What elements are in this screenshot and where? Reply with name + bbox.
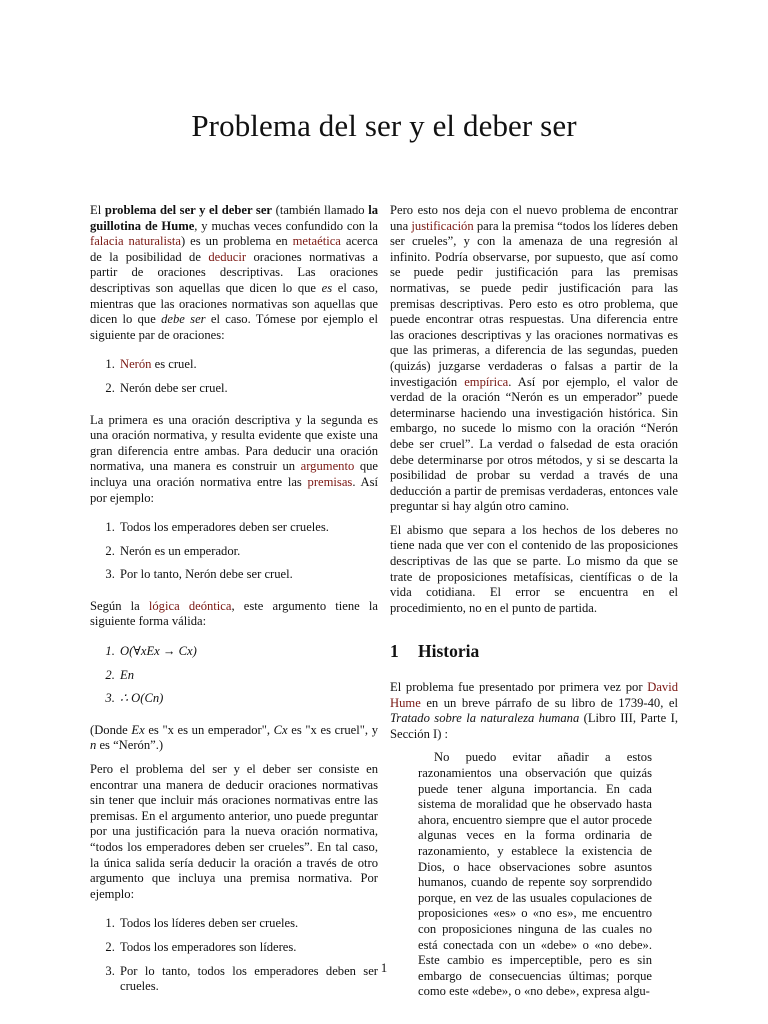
paragraph: El abismo que separa a los hechos de los deberes no tiene nada que ver con el contenido de las proposiciones descriptivas de las que se parte. Lo mismo da que se trate de proposiciones metafísicas, científicas o de la vida cotidiana. El error se encuentra en el procedimiento, no en el punto de partida. xyxy=(390,522,678,615)
link-deducir[interactable]: deducir xyxy=(208,249,247,264)
formula-item: 1. O(∀xEx → Cx) xyxy=(118,644,378,660)
paragraph: Pero el problema del ser y el deber ser consiste en encontrar una manera de deducir oraciones normativas sin tener que incluir más oraciones normativas entre las premisas. En el argumento anterior, uno puede preguntar por una justificación para la nueva oración normativa, “todos los emperadores deben ser crueles”. En tal caso, la única salida sería deducir la oración a través de otro argumento que incluya una premisa normativa. Por ejemplo: xyxy=(90,762,378,901)
link-david-hume[interactable]: David Hume xyxy=(390,680,678,710)
math: Cx xyxy=(273,722,288,737)
formula-item: 2. En xyxy=(118,668,378,684)
link-falacia-naturalista[interactable]: falacia naturalista xyxy=(90,234,181,249)
intro-paragraph xyxy=(90,203,378,343)
paragraph xyxy=(390,680,678,742)
right-column xyxy=(390,203,678,1008)
text: Pero esto nos deja con el nuevo problema de encontrar una xyxy=(390,203,678,233)
math: Ex xyxy=(131,722,145,737)
section-title: Historia xyxy=(418,641,480,662)
text: (también llamado xyxy=(272,203,369,217)
text: . Así por ejemplo, el valor de verdad de la oración “Nerón es un emperador” puede determinarse haciendo una investigación histórica. Sin embargo, no sucede lo mismo con la oración “Nerón debe ser cruel”. La verdad o falsedad de esta oración debe determinarse por otros métodos, y si se descarta la posibilidad de probar su verdad a través de una deducción a partir de premisas verdaderas, entonces vale preguntar si hay algún otro camino. xyxy=(390,374,678,514)
text: El problema fue presentado por primera vez por xyxy=(390,680,648,695)
text: (Donde xyxy=(90,722,132,737)
page-number: 1 xyxy=(380,960,388,975)
left-column xyxy=(90,203,378,1011)
list-item: 1. Todos los líderes deben ser crueles. xyxy=(118,916,378,932)
link-logica-deontica[interactable]: lógica deóntica xyxy=(148,598,232,613)
example-list-2 xyxy=(90,520,378,583)
link-justificacion[interactable]: justificación xyxy=(411,218,474,233)
list-item: 3. Por lo tanto, Nerón debe ser cruel. xyxy=(118,567,378,583)
paragraph xyxy=(90,413,378,507)
paragraph xyxy=(90,599,378,630)
section-number: 1 xyxy=(390,641,399,662)
emphasis: debe ser xyxy=(161,312,206,327)
emphasis: es xyxy=(321,280,333,295)
text: es cruel. xyxy=(151,357,197,372)
book-title: Tratado sobre la naturaleza humana xyxy=(390,711,580,726)
text: el caso, mientras que las oraciones normativas son aquellas que dicen lo que xyxy=(90,280,378,327)
text: es “Nerón”.) xyxy=(96,738,164,753)
list-item: 2. Nerón es un emperador. xyxy=(118,544,378,560)
bold-term: problema del ser y el deber ser xyxy=(104,203,273,217)
list-item xyxy=(118,357,378,373)
text: oraciones normativas a partir de oraciones descriptivas. Las oraciones descriptivas son aquellas que dicen lo que xyxy=(90,249,378,295)
text: que incluya una oración normativa entre las xyxy=(90,459,379,489)
text: . Así por ejemplo: xyxy=(90,474,378,505)
text: La primera es una oración descriptiva y la segunda es una oración normativa, y resulta evidente que existe una gran diferencia entre ambas. Para deducir una oración normativa, una manera es construir un xyxy=(90,412,378,474)
list-item: 2. Nerón debe ser cruel. xyxy=(118,381,378,397)
link-metaetica[interactable]: metaética xyxy=(292,234,341,249)
link-neron[interactable]: Nerón xyxy=(120,357,152,372)
link-empirica[interactable]: empírica xyxy=(464,374,509,389)
example-list-3 xyxy=(90,916,378,994)
text: , y muchas veces confundido con la xyxy=(194,218,379,233)
quote-text: No puedo evitar añadir a estos razonamientos una observación que quizás puede tener alguna importancia. En cada sistema de moralidad que he observado hasta ahora, encuentro siempre que el autor procede algunas veces en la forma ordinaria de razonamiento, y establece la existencia de Dios, o hace observaciones sobre asuntos humanos, cuando de repente soy sorprendido porque, en vez de las usuales copulaciones de proposiciones «es» o «no es», me encuentro con proposiciones ninguna de las cuales no está conectada con un «debe» o «no debe». Este cambio es imperceptible, pero es sin embargo de consecuencias últimas; porque como este «debe», o «no debe», expresa algu- xyxy=(418,750,652,999)
link-argumento[interactable]: argumento xyxy=(300,459,355,474)
formula-list xyxy=(90,644,378,707)
text: para la premisa “todos los líderes deben ser crueles”, y con la amenaza de una regresión al infinito. Podría observarse, por supuesto, que así como se puede pedir justificación para las premisas normativas, se puede pedir justificación para las premisas descriptivas. Pero esto es otro problema, que puede encontrar otras respuestas. Una diferencia entre las oraciones descriptivas y las oraciones normativas es que las primeras, a diferencia de las segundas, pueden (quizás) juzgarse verdaderas o falsas a partir de la investigación xyxy=(390,218,678,389)
link-premisas[interactable]: premisas xyxy=(307,474,353,489)
example-list-1 xyxy=(90,357,378,396)
list-item: 1. Todos los emperadores deben ser crueles. xyxy=(118,520,378,536)
text: acerca de la posibilidad de xyxy=(90,234,379,264)
list-item: 2. Todos los emperadores son líderes. xyxy=(118,940,378,956)
text: el caso. Tómese por ejemplo el siguiente par de oraciones: xyxy=(90,312,378,342)
section-heading xyxy=(390,641,678,662)
text: en un breve párrafo de su libro de 1739-40, el xyxy=(420,695,678,710)
math: n xyxy=(90,738,97,753)
bold-term: la guillotina de Hume xyxy=(90,203,378,233)
page-title: Problema del ser y el deber ser xyxy=(191,108,577,143)
text: El xyxy=(90,203,105,217)
formula-item: 3. ∴ O(Cn) xyxy=(118,691,378,707)
text: (Libro III, Parte I, Sección I) : xyxy=(390,711,678,741)
paragraph xyxy=(90,723,378,754)
text: es "x es cruel", y xyxy=(287,722,378,737)
text: es "x es un emperador", xyxy=(144,722,274,737)
text: , este argumento tiene la siguiente forma válida: xyxy=(90,598,379,629)
text: Según la xyxy=(90,598,149,613)
text: ) es un problema en xyxy=(181,234,293,249)
paragraph xyxy=(390,203,678,515)
list-item: 3. Por lo tanto, todos los emperadores deben ser crueles. xyxy=(118,964,378,995)
